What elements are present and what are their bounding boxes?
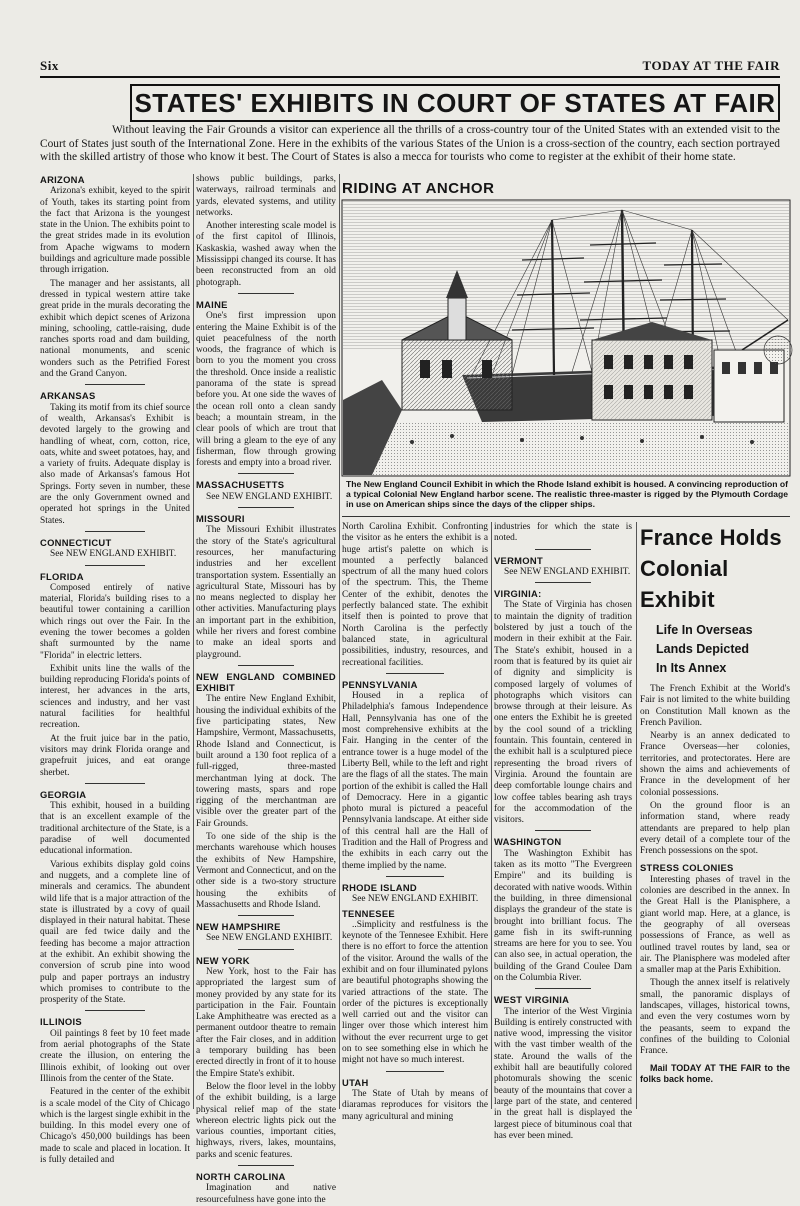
section-heading-georgia: GEORGIA [40, 788, 87, 800]
section-heading-new-hampshire: NEW HAMPSHIRE [196, 921, 281, 933]
cross-reference: See NEW ENGLAND EXHIBIT. [504, 566, 631, 577]
divider [386, 1071, 444, 1072]
article-paragraph: Another interesting scale model is of the first capitol of Illinois, Kaskaskia, washed away when the Mississippi changed its course. It has been reconstructed from an old photograph. [196, 221, 336, 288]
article-paragraph: New York, host to the Fair has appropriated the largest sum of money provided by any state for its participation in the Fair. Fountain Lake Amphitheatre was erected as a permanent outdoor theatre to remain after the Fair closes, and in addition a temporary building has been erected directly in front of it to house the Empire State's exhibit. [196, 967, 336, 1079]
mail-promo: Mail TODAY AT THE FAIR to the folks back home. [640, 1062, 790, 1084]
publication-name: TODAY AT THE FAIR [642, 58, 780, 73]
section-heading-arizona: ARIZONA [40, 174, 85, 185]
header-rule [40, 76, 780, 78]
article-paragraph: The State of Virginia has chosen to maintain the dignity of tradition bolstered by just a touch of the modern in their exhibit at the Fair. The State's exhibit, housed in a room that is featured by its quiet air of dignity and simplicity is composed largely of volumes of photographs which visitors can browse through at their leisure. As one enters the Exhibit he is greeted by the cool sound of a trickling fountain. This fountain, centered in the exhibit hall is a sculptured piece representing the broad rivers of Virginia. Around the fountain are deep comfortable lounge chairs and low coffee tables bearing ash trays for the accommodation of the visitors. [494, 600, 632, 826]
section-heading-new-york: NEW YORK [196, 954, 250, 966]
divider [535, 830, 590, 831]
article-paragraph: Oil paintings 8 feet by 10 feet made from aerial photographs of the State create the illusion, on entering the Illinois exhibit, of looking out over Illinois from the center of the State. [40, 1028, 190, 1084]
article-paragraph: ..Simplicity and restfulness is the keynote of the Tennesee Exhibit. Here there is no effort to force the attention of the visitor. Around the walls of the exhibit and on four illuminated pylons are beautiful photographs showing the varied attractions of the state. The order of the pictures is exceptionally well carried out and the visitor can linger over those which interest him without the ever recurrent urge to get on to see something else in which he might not have so much interest. [342, 919, 488, 1066]
divider [238, 665, 294, 666]
article-paragraph: Nearby is an annex dedicated to France Overseas—her colonies, territories, and protectorates. Here are shown the aims and achievements of France in the development of her colonial possessions. [640, 731, 790, 798]
divider [535, 582, 590, 583]
section-heading-pennsylvania: PENNSYLVANIA [342, 678, 418, 690]
divider [535, 549, 590, 550]
section-heading-tennessee: TENNESEE [342, 907, 395, 919]
article-paragraph: At the fruit juice bar in the patio, visitors may drink Florida orange and grapefruit juices, and eat orange sherbet. [40, 733, 190, 778]
section-heading-massachusetts: MASSACHUSETTS [196, 479, 285, 491]
divider [85, 783, 145, 784]
divider [238, 949, 294, 950]
article-paragraph: The Missouri Exhibit illustrates the story of the State's agricultural resources, her manufacturing industries and her excellent transportation system. Essentially an agricultural State, Missouri has by no means neglected to display her other activities. Manufacturing plays an important part in the exhibition, while her rivers and forest combine to make an ideal sports and playground. [196, 525, 336, 660]
column-5-france-article [640, 522, 790, 1109]
harbor-photo [342, 200, 790, 476]
france-subheadline: Life In Overseas Lands Depicted In Its Annex [656, 623, 753, 675]
section-heading-west-virginia: WEST VIRGINIA [494, 994, 570, 1006]
cross-reference: See NEW ENGLAND EXHIBIT. [206, 491, 333, 502]
cross-reference: See NEW ENGLAND EXHIBIT. [206, 933, 333, 944]
article-paragraph: The manager and her assistants, all dressed in typical western attire take great pride in the murals decorating the exhibit which depict scenes of Arizona mining, schooling, cattle-raising, dude ranches sports road and dam building, national monuments, and scenic wonders such as the Petrified Forest and the Grand Canyon. [40, 278, 190, 380]
column-rule [636, 522, 637, 1109]
article-paragraph: The entire New England Exhibit, housing the individual exhibits of the five participating states, New Hampshire, Vermont, Massachusetts, Rhode Island and Connecticut, is built around a 130 foot replica of a full-rigged, three-masted merchantman lying at dock. The towering masts, spars and rope rigging of the merchantman are visible over the greater part of the Fair Grounds. [196, 694, 336, 829]
article-paragraph: shows public buildings, parks, waterways, railroad terminals and yards, elevated systems, and utility networks. [196, 174, 336, 218]
section-heading-arkansas: ARKANSAS [40, 390, 96, 402]
photo-title: RIDING AT ANCHOR [342, 180, 495, 197]
divider [85, 531, 145, 532]
column-rule [339, 174, 340, 1109]
page-number: Six [40, 58, 59, 73]
article-paragraph: Composed entirely of native material, Florida's building rises to a beautiful tower containing a carillion which rings out over the Fair. In the evening the tower becomes a golden shaft surmounted by the name "Florida" in electric letters. [40, 582, 190, 661]
article-paragraph: Taking its motif from its chief source of wealth, Arkansas's Exhibit is devoted largely to the growing and handling of wheat, corn, cotton, rice, oats, white and sweet potatoes, hay, and a variety of fruits. Adequate display is also made of Arkansas's famous Hot Springs. Forty seven in number, these are the only Government owned and operated hot springs in the United States. [40, 402, 190, 526]
section-heading-north-carolina: NORTH CAROLINA [196, 1171, 286, 1183]
column-1 [40, 174, 190, 1166]
article-paragraph: Arizona's exhibit, keyed to the spirit of Youth, takes its starting point from the fact that Arizona is the youngest state in the Union. The exhibits point to the great strides made in its evolution from Apache wigwams to modern buildings and agriculture made possible through irrigation. [40, 186, 190, 276]
section-heading-stress-colonies: STRESS COLONIES [640, 862, 734, 874]
divider [85, 384, 145, 385]
column-3 [342, 522, 488, 1122]
section-heading-virginia: VIRGINIA: [494, 588, 542, 600]
article-paragraph: This exhibit, housed in a building that is an excellent example of the traditional architecture of the State, is a paradise of well documented educational information. [40, 801, 190, 857]
article-paragraph: industries for which the state is noted. [494, 522, 632, 544]
divider [535, 988, 590, 989]
article-paragraph: Featured in the center of the exhibit is a scale model of the City of Chicago which is the largest single exhibit in the building. In this model every one of Chicago's 450,000 buildings has been made to scale and placed in location. It is fully detailed and [40, 1087, 190, 1166]
section-heading-utah: UTAH [342, 1076, 369, 1088]
article-paragraph: Various exhibits display gold coins and nuggets, and a complete line of minerals and ceramics. The abundent wild life that is a major attraction of the state is illustrated by a covy of quail displayed in their natural habitat. These quail are fed twice daily and the feeding has become a major attraction at the exhibit. An exhibit showing the conversion of scrub pine into wood pulp and paper portrays an industry which promises to contribute to the prosperity of the State. [40, 859, 190, 1006]
section-heading-vermont: VERMONT [494, 554, 543, 566]
section-heading-missouri: MISSOURI [196, 513, 245, 525]
article-paragraph: Though the annex itself is relatively small, the panoramic displays of landscapes, villages, historical towns, and even the very costumes worn by the peasants, seem to expand the confines of the building to Colonial France. [640, 978, 790, 1057]
intro-paragraph: Without leaving the Fair Grounds a visitor can experience all the thrills of a cross-country tour of the United States with an extended visit to the Court of States just south of the International Zone. Here in the exhibits of the various States of the Union is a cross-section of the country, each section portrayed with the skilled artistry of those who know it best. The Court of States is also a mecca for tourists who come to register at the exhibit of their home state. [40, 124, 780, 164]
article-paragraph: Below the floor level in the lobby of the exhibit building, is a large physical relief map of the state whereon electric lights pick out the various counties, important cities, highways, rivers, lakes, mountains, parks and scenic features. [196, 1081, 336, 1160]
section-heading-illinois: ILLINOIS [40, 1016, 82, 1028]
column-rule [193, 174, 194, 1109]
article-paragraph: Imagination and native resourcefulness have gone into the [196, 1183, 336, 1205]
article-paragraph: Exhibit units line the walls of the building reproducing Florida's points of interest, her advances in the arts, sciences and industry, and her vast natural facilities for healthful recreation. [40, 663, 190, 731]
article-paragraph: To one side of the ship is the merchants warehouse which houses the exhibits of New Hampshire, Vermont and Connecticut, and on the other side is a two-story structure housing the exhibits of Massachusetts and Rhode Island. [196, 832, 336, 910]
article-paragraph: The French Exhibit at the World's Fair is not limited to the white building on Constitution Mall known as the French Pavilion. [640, 684, 790, 728]
section-heading-florida: FLORIDA [40, 570, 84, 582]
article-paragraph: One's first impression upon entering the Maine Exhibit is of the quiet peacefulness of the north woods, the fragrance of which is born to you the moment you cross the threshold. Once inside a realistic panorama of the state is spread before you. At one side the waves of the ocean roll onto a clean sandy beach; a mountain stream, in the clear pools of which are trout that will bring a gleam to the eye of any fisherman, flow through growing forests and empty into a broad river. [196, 311, 336, 469]
divider [85, 565, 145, 566]
photo-caption: The New England Council Exhibit in which the Rhode Island exhibit is housed. A convincing reproduction of a typical Colonial New England harbor scene. The realistic three-master is rigged by the Plymouth Cordage in use on American ships since the days of the clipper ships. [346, 479, 788, 510]
divider [386, 673, 444, 674]
divider [238, 1165, 294, 1166]
section-heading-washington: WASHINGTON [494, 836, 562, 848]
column-2 [196, 174, 336, 1205]
divider [238, 915, 294, 916]
article-paragraph: The Washington Exhibit has taken as its motto "The Evergreen Empire" and its building is decorated with native woods. Within the building, in three dimensional displays the grandeur of the state is brought into brilliant focus. The game fish in its swift-running streams are here for you to see. You can also see, in actual operation, the building of the Grand Coulee Dam on the Columbia River. [494, 848, 632, 983]
section-heading-new-england: NEW ENGLAND COMBINED EXHIBIT [196, 670, 336, 694]
column-rule [491, 522, 492, 1109]
article-paragraph: North Carolina Exhibit. Confronting the visitor as he enters the exhibit is a huge artist's palette on which is mounted a perfectly balanced spectrum of all the many hued colors of the spectrum. This, the Theme Center of the exhibit, denotes the perfectly balanced state. The exhibit itself then is pointed to prove that North Carolina is the perfectly balanced state, in agricultural possibilities, industry, resources, and recreational facilities. [342, 522, 488, 668]
column-4 [494, 522, 632, 1141]
article-paragraph: The interior of the West Virginia Building is entirely constructed with native wood, impressing the visitor with the vast timber wealth of the state. Around the walls of the exhibit hall are beautifully colored photomurals showing the scenic beauty of the mountains that cover a large part of the state, and centered in the great hall is displayed the largest piece of bituminous coal that has ever been mined. [494, 1006, 632, 1141]
section-heading-rhode-island: RHODE ISLAND [342, 881, 417, 893]
article-paragraph: On the ground floor is an information stand, where ready attendants are prepared to help plan every detail of a complete tour of the French possessions on the spot. [640, 800, 790, 857]
page-headline: STATES' EXHIBITS IN COURT OF STATES AT FAIR [134, 87, 776, 118]
cross-reference: See NEW ENGLAND EXHIBIT. [50, 549, 177, 560]
divider [238, 473, 294, 474]
headline-box [130, 84, 780, 122]
divider [85, 1010, 145, 1011]
article-paragraph: The State of Utah by means of diaramas reproduces for visitors the many agricultural and mining [342, 1088, 488, 1122]
article-paragraph: Interesting phases of travel in the colonies are described in the annex. In the Great Hall is the Planisphere, a giant world map. Here, at a glance, is the geography of all overseas possessions of France, as well as outlined travel routes by land, sea or air. The Planisphere was modeled after a smaller map at the Paris Exhibition. [640, 874, 790, 976]
divider [238, 293, 294, 294]
article-paragraph: Housed in a replica of Philadelphia's famous Independence Hall, Pennsylvania has one of the most comprehensive exhibits at the Fair. Hanging in the center of the entrance tower is a huge model of the Liberty Bell, while to the left and right are the flags of all the states. The main portion of the exhibit is called the Hall of Democracy. Here in a gigantic photo mural is pictured a peaceful Pennsylvania landscape. At either side of this central hall are the Hall of Tradition and the Hall of Progress and the exhibits in each carry out the theme implied by the name. [342, 691, 488, 871]
section-heading-maine: MAINE [196, 298, 228, 310]
divider [386, 876, 444, 877]
section-rule [342, 516, 790, 517]
section-heading-connecticut: CONNECTICUT [40, 536, 112, 548]
divider [238, 507, 294, 508]
cross-reference: See NEW ENGLAND EXHIBIT. [352, 894, 479, 905]
france-headline: France Holds Colonial Exhibit [640, 525, 782, 612]
